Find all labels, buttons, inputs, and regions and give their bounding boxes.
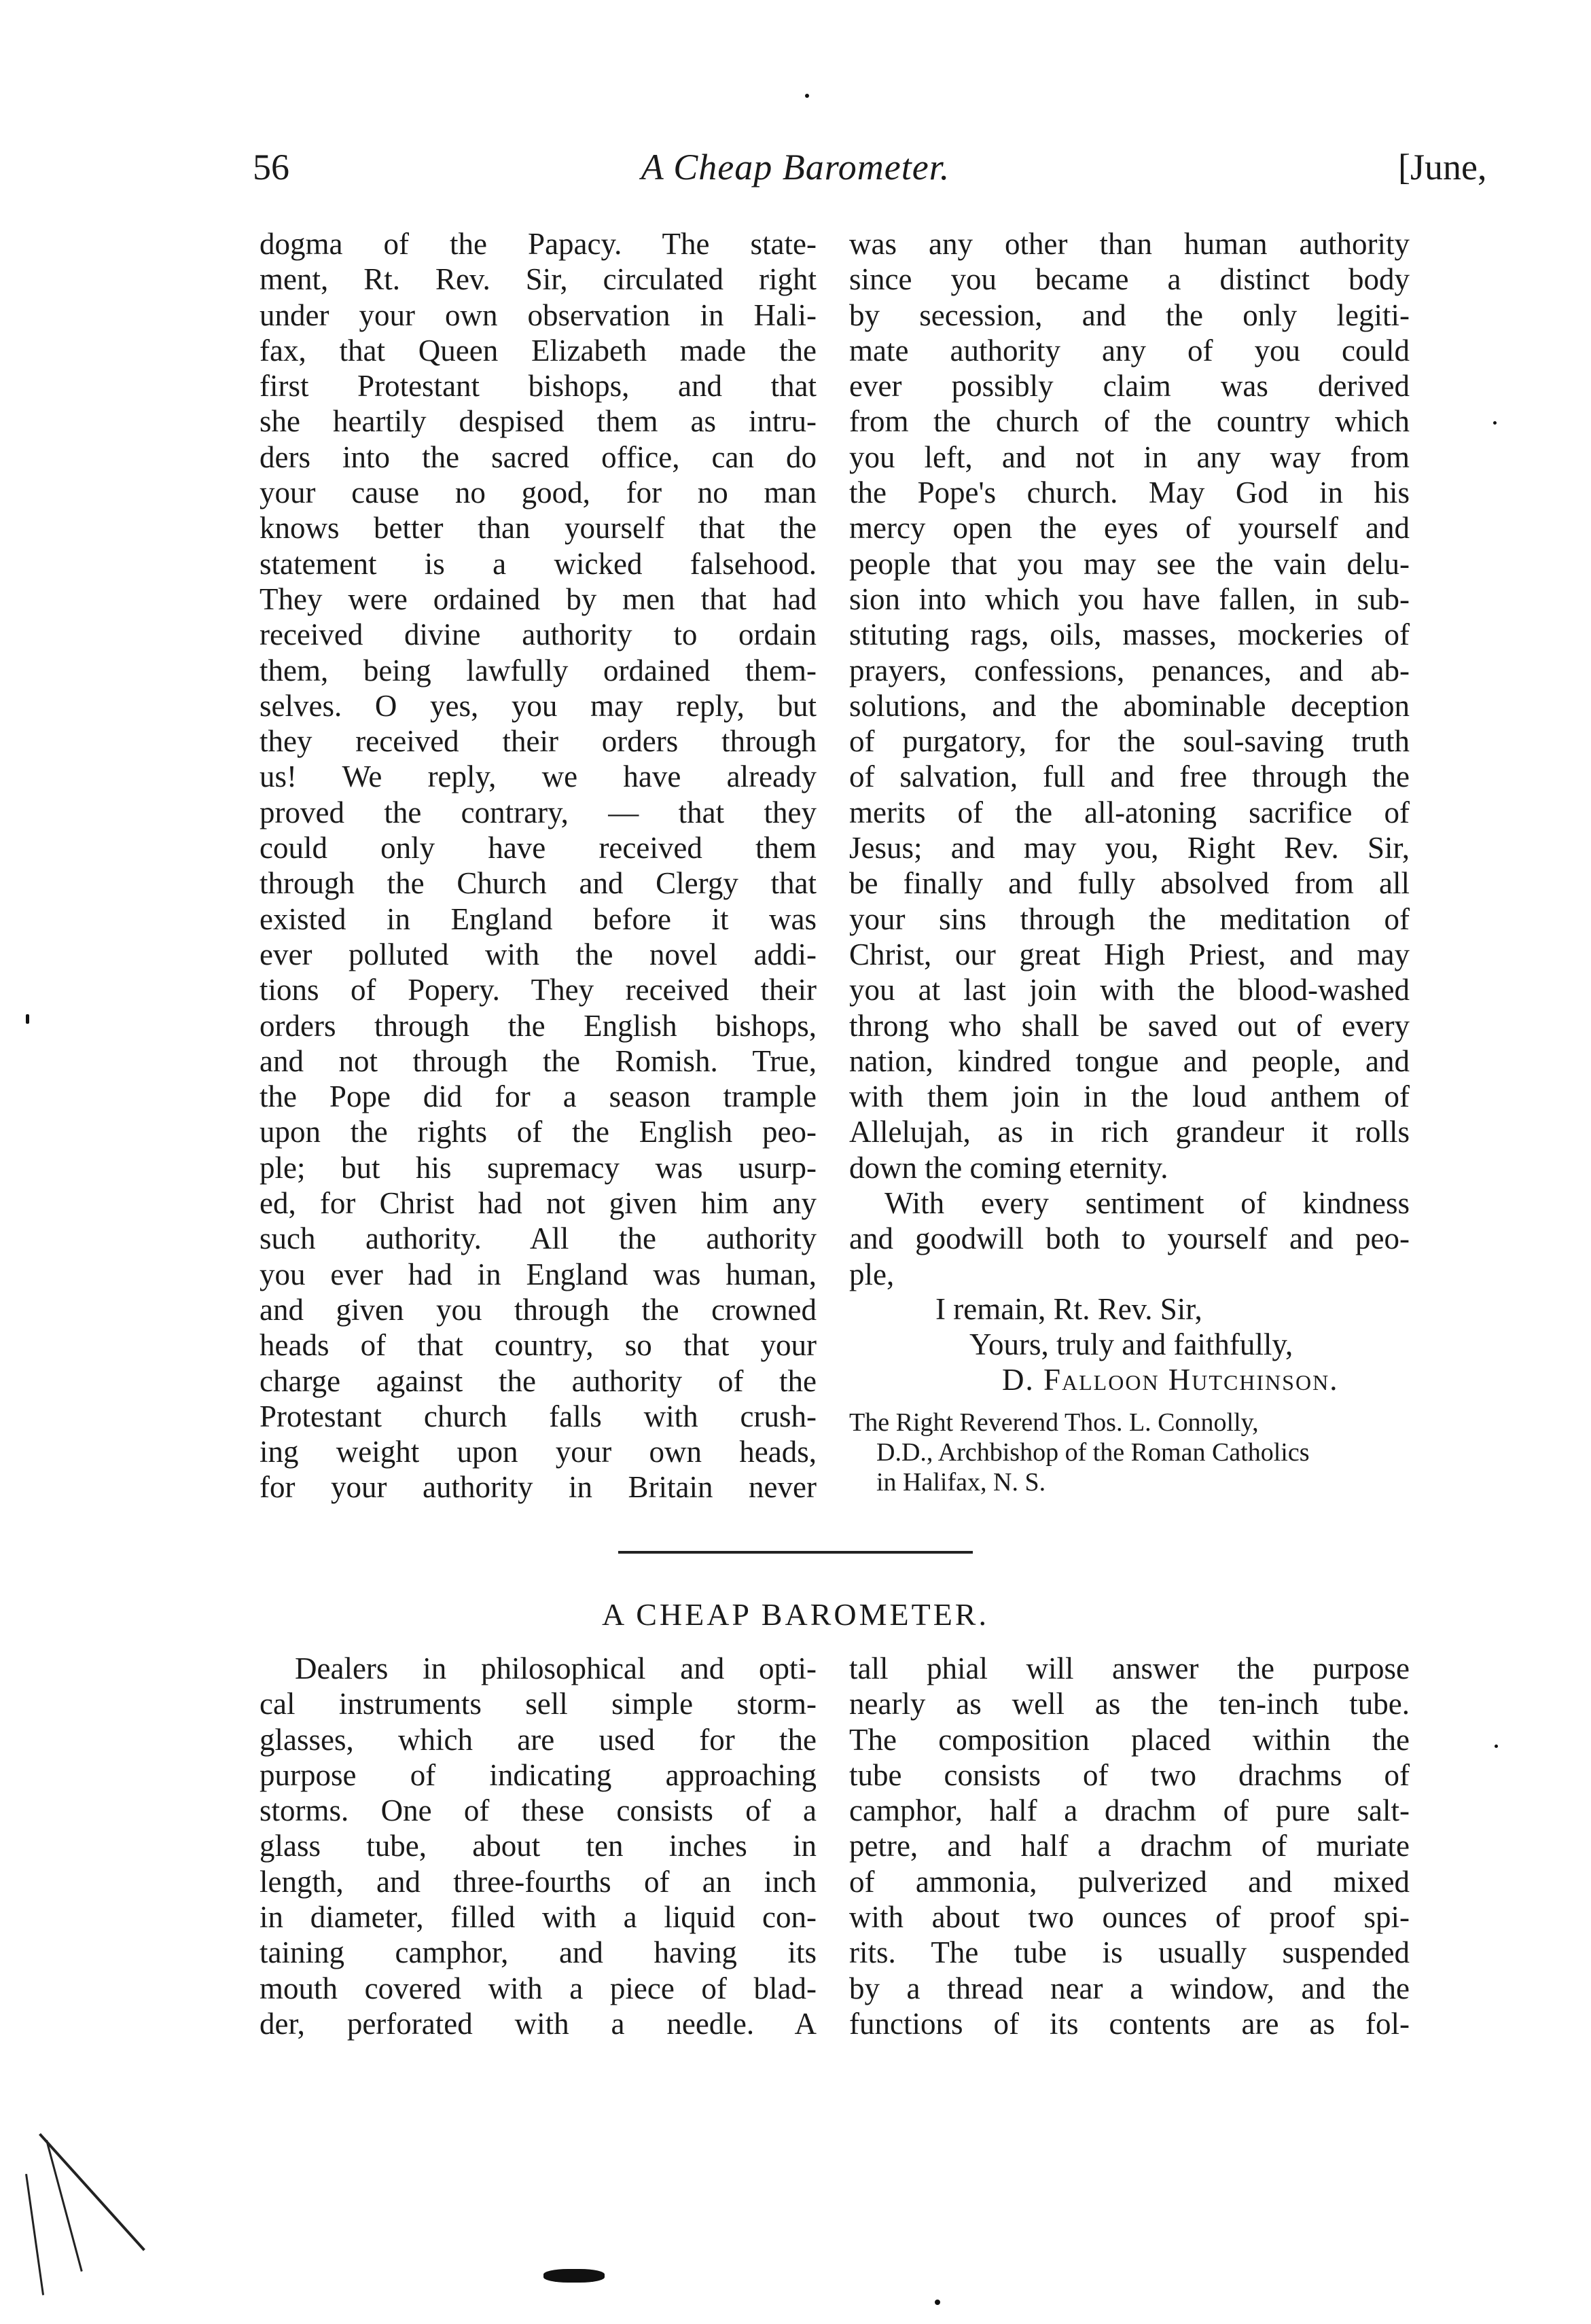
text-line: fax, that Queen Elizabeth made the [260, 333, 817, 368]
text-line: knows better than yourself that the [260, 511, 817, 546]
letter-column-right [849, 226, 1410, 1292]
text-line: taining camphor, and having its [260, 1935, 817, 1970]
text-line: Jesus; and may you, Right Rev. Sir, [849, 831, 1410, 865]
closing-line-1: I remain, Rt. Rev. Sir, [935, 1292, 1202, 1326]
text-line: be finally and fully absolved from all [849, 866, 1410, 901]
text-line: by a thread near a window, and the [849, 1971, 1410, 2005]
scan-speck [805, 94, 809, 98]
text-line: Allelujah, as in rich grandeur it rolls [849, 1115, 1410, 1149]
text-line: With every sentiment of kindness [884, 1186, 1410, 1221]
text-line: tall phial will answer the purpose [849, 1651, 1410, 1685]
text-line: nation, kindred tongue and people, and [849, 1043, 1410, 1078]
text-line: merits of the all-atoning sacrifice of [849, 795, 1410, 829]
text-line: since you became a distinct body [849, 262, 1410, 297]
text-line: nearly as well as the ten-inch tube. [849, 1687, 1410, 1721]
text-line: sion into which you have fallen, in sub- [849, 582, 1410, 616]
text-line: They were ordained by men that had [260, 582, 817, 616]
text-line: throng who shall be saved out of every [849, 1008, 1410, 1043]
text-line: the Pope did for a season trample [260, 1079, 817, 1114]
text-line: Dealers in philosophical and opti- [295, 1651, 817, 1685]
text-line: length, and three-fourths of an inch [260, 1864, 817, 1899]
text-line: stituting rags, oils, masses, mockeries of [849, 618, 1410, 652]
text-line: and goodwill both to yourself and peo- [849, 1221, 1410, 1256]
text-line: camphor, half a drachm of pure salt- [849, 1793, 1410, 1828]
text-line: and not through the Romish. True, [260, 1043, 817, 1078]
text-line: and given you through the crowned [260, 1292, 817, 1327]
text-line: down the coming eternity. [849, 1150, 1168, 1185]
scan-scratch [39, 2133, 145, 2251]
running-head [0, 146, 1591, 200]
text-line: the Pope's church. May God in his [849, 476, 1410, 510]
text-line: ders into the sacred office, can do [260, 440, 817, 474]
text-line: ment, Rt. Rev. Sir, circulated right [260, 262, 817, 297]
text-line: proved the contrary, — that they [260, 795, 817, 829]
scan-speck [935, 2300, 940, 2305]
text-line: selves. O yes, you may reply, but [260, 688, 817, 723]
text-line: of purgatory, for the soul-saving truth [849, 724, 1410, 759]
address-line: D.D., Archbishop of the Roman Catholics [876, 1438, 1310, 1467]
text-line: such authority. All the authority [260, 1221, 817, 1256]
text-line: functions of its contents are as fol- [849, 2006, 1410, 2041]
text-line: ple; but his supremacy was usurp- [260, 1150, 817, 1185]
scan-speck [1495, 1745, 1498, 1748]
text-line: heads of that country, so that your [260, 1328, 817, 1363]
text-line: of ammonia, pulverized and mixed [849, 1864, 1410, 1899]
text-line: people that you may see the vain delu- [849, 546, 1410, 581]
text-line: Protestant church falls with crush- [260, 1399, 817, 1433]
text-line: you at last join with the blood-washed [849, 973, 1410, 1007]
scan-speck [1493, 421, 1497, 425]
text-line: solutions, and the abominable deception [849, 688, 1410, 723]
text-line: first Protestant bishops, and that [260, 369, 817, 404]
text-line: us! We reply, we have already [260, 759, 817, 794]
scan-speck [26, 1014, 29, 1024]
text-line: from the church of the country which [849, 404, 1410, 439]
text-line: for your authority in Britain never [260, 1470, 817, 1505]
text-line: received divine authority to ordain [260, 618, 817, 652]
text-line: ever polluted with the novel addi- [260, 937, 817, 971]
text-line: Christ, our great High Priest, and may [849, 937, 1410, 971]
text-line: existed in England before it was [260, 901, 817, 936]
article-title: A CHEAP BAROMETER. [602, 1597, 989, 1632]
text-line: ever possibly claim was derived [849, 369, 1410, 404]
text-line: in diameter, filled with a liquid con- [260, 1900, 817, 1935]
text-line: of salvation, full and free through the [849, 759, 1410, 794]
text-line: upon the rights of the English peo- [260, 1115, 817, 1149]
text-line: orders through the English bishops, [260, 1008, 817, 1043]
text-line: der, perforated with a needle. A [260, 2006, 817, 2041]
running-month: [June, [1398, 147, 1487, 187]
text-line: through the Church and Clergy that [260, 866, 817, 901]
text-line: mate authority any of you could [849, 333, 1410, 368]
text-line: by secession, and the only legiti- [849, 298, 1410, 332]
text-line: rits. The tube is usually suspended [849, 1935, 1410, 1970]
text-line: your cause no good, for no man [260, 476, 817, 510]
address-line: in Halifax, N. S. [876, 1468, 1046, 1497]
text-line: charge against the authority of the [260, 1363, 817, 1398]
text-line: mercy open the eyes of yourself and [849, 511, 1410, 546]
text-line: ple, [849, 1257, 895, 1291]
text-line: tube consists of two drachms of [849, 1757, 1410, 1792]
article-column-left [260, 1651, 817, 2041]
text-line: prayers, confessions, penances, and ab- [849, 653, 1410, 687]
text-line: mouth covered with a piece of blad- [260, 1971, 817, 2005]
letter-address [849, 1408, 1427, 1497]
text-line: with about two ounces of proof spi- [849, 1900, 1410, 1935]
text-line: statement is a wicked falsehood. [260, 546, 817, 581]
text-line: tions of Popery. They received their [260, 973, 817, 1007]
text-line: dogma of the Papacy. The state- [260, 227, 817, 261]
page-number: 56 [253, 147, 289, 187]
section-divider [618, 1551, 973, 1554]
text-line: was any other than human authority [849, 227, 1410, 261]
text-line: ing weight upon your own heads, [260, 1435, 817, 1469]
text-line: they received their orders through [260, 724, 817, 759]
letter-column-left [260, 226, 817, 1505]
signature: D. Falloon Hutchinson. [1002, 1363, 1339, 1397]
text-line: could only have received them [260, 831, 817, 865]
article-column-right [849, 1651, 1410, 2041]
text-line: petre, and half a drachm of muriate [849, 1829, 1410, 1863]
text-line: she heartily despised them as intru- [260, 404, 817, 439]
text-line: storms. One of these consists of a [260, 1793, 817, 1828]
text-line: ed, for Christ had not given him any [260, 1186, 817, 1221]
closing-line-2: Yours, truly and faithfully, [969, 1327, 1293, 1361]
text-line: you ever had in England was human, [260, 1257, 817, 1291]
text-line: The composition placed within the [849, 1722, 1410, 1757]
text-line: with them join in the loud anthem of [849, 1079, 1410, 1114]
text-line: glass tube, about ten inches in [260, 1829, 817, 1863]
text-line: your sins through the meditation of [849, 901, 1410, 936]
text-line: them, being lawfully ordained them- [260, 653, 817, 687]
text-line: glasses, which are used for the [260, 1722, 817, 1757]
text-line: purpose of indicating approaching [260, 1757, 817, 1792]
scan-scratch [25, 2174, 44, 2295]
scan-blot [543, 2269, 605, 2283]
running-title: A Cheap Barometer. [641, 147, 950, 187]
text-line: cal instruments sell simple storm- [260, 1687, 817, 1721]
address-line: The Right Reverend Thos. L. Connolly, [849, 1408, 1259, 1437]
text-line: under your own observation in Hali- [260, 298, 817, 332]
text-line: you left, and not in any way from [849, 440, 1410, 474]
